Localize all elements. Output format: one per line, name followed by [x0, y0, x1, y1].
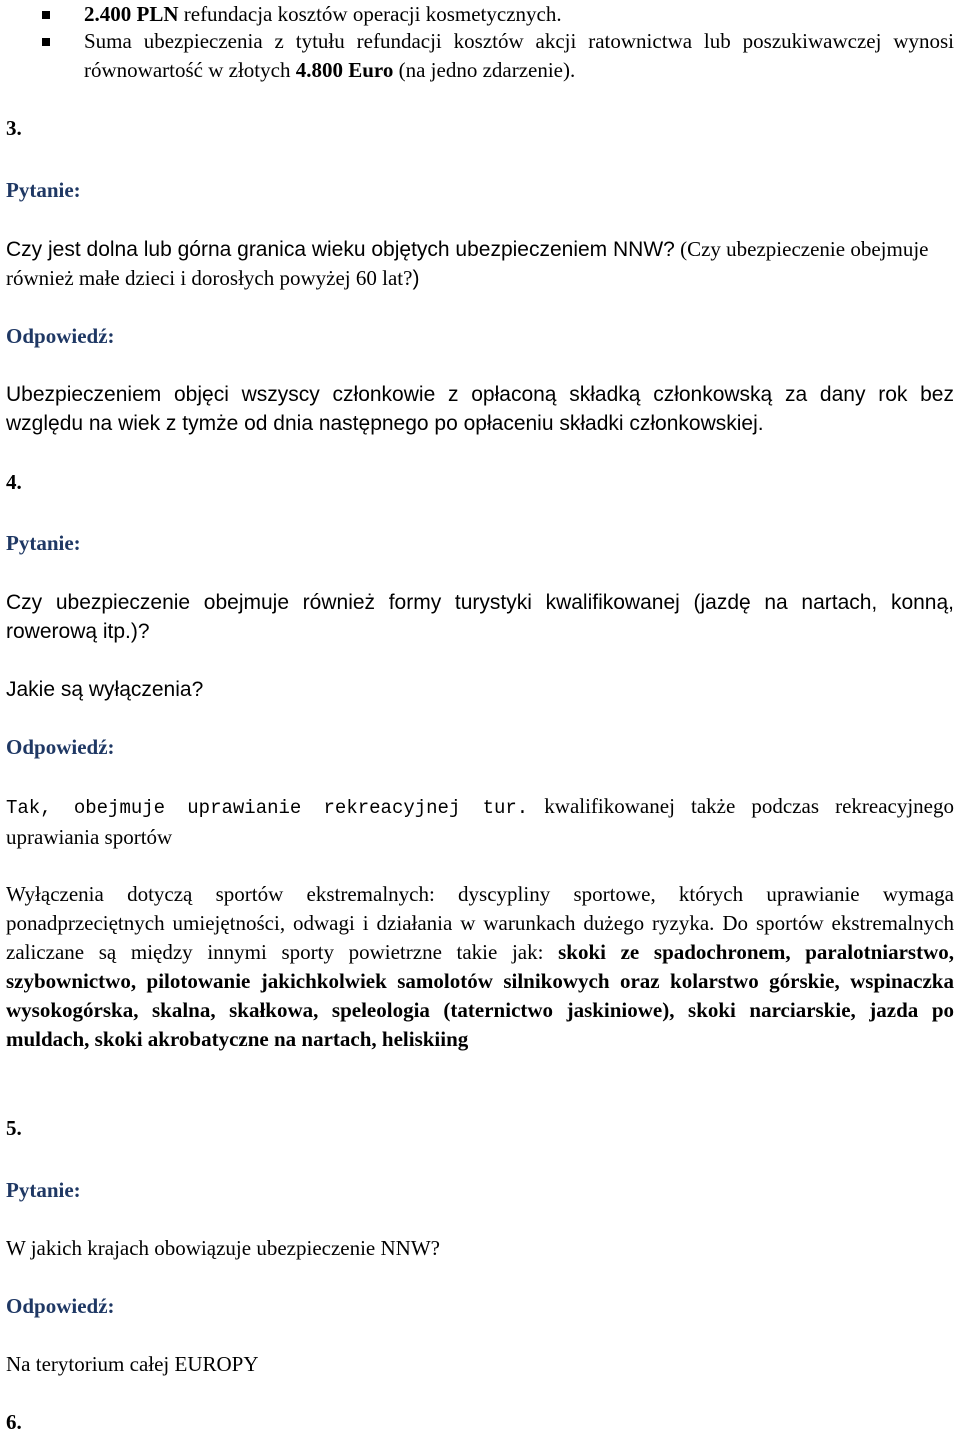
amount-pln: 2.400 PLN	[84, 2, 179, 26]
bullet-item-rescue-sum	[0, 27, 954, 85]
section-number: 6.	[6, 1410, 22, 1434]
answer-label: Odpowiedź:	[6, 324, 115, 348]
section-number: 3.	[6, 116, 22, 140]
bullet-text-end: (na jedno zdarzenie).	[393, 58, 576, 82]
question-text: Czy jest dolna lub górna granica wieku objętych ubezpieczeniem NNW? (Czy ubezpieczenie obejmuje również małe dzieci i dorosłych powyżej 60 lat?)	[6, 237, 929, 290]
question-label: Pytanie:	[6, 178, 81, 202]
exclusions-paragraph: Wyłączenia dotyczą sportów ekstremalnych: dyscypliny sportowe, których uprawianie wymaga ponadprzeciętnych umiejętności, odwagi i działania w warunkach dużego ryzyka. Do sportów ekstremalnych zaliczane są między innymi sporty powietrzne takie jak: skoki ze spadochronem, paralotniarstwo, szybownictwo, pilotowanie jakichkolwiek samolotów silnikowych oraz kolarstwo górskie, wspinaczka wysokogórska, skalna, skałkowa, speleologia (taternictwo jaskiniowe), skoki narciarskie, jazda po muldach, skoki akrobatyczne na nartach, heliskiing	[6, 882, 954, 1051]
answer-label: Odpowiedź:	[6, 735, 115, 759]
answer-text: Na terytorium całej EUROPY	[6, 1352, 259, 1376]
question-label: Pytanie:	[6, 531, 81, 555]
bullet-item-refund	[0, 0, 954, 29]
section-number: 5.	[6, 1116, 22, 1140]
question-text: W jakich krajach obowiązuje ubezpieczenie NNW?	[6, 1236, 440, 1260]
question-label: Pytanie:	[6, 1178, 81, 1202]
bullet-square-icon	[42, 11, 50, 19]
section-number: 4.	[6, 470, 22, 494]
answer-text: Tak, obejmuje uprawianie rekreacyjnej tur. kwalifikowanej także podczas rekreacyjnego uprawiania sportów	[6, 794, 954, 849]
amount-euro: 4.800 Euro	[295, 58, 394, 82]
bullet-text: refundacja kosztów operacji kosmetycznych.	[178, 2, 562, 26]
question-text: Czy ubezpieczenie obejmuje również formy turystyki kwalifikowanej (jazdę na nartach, konną, rowerową itp.)?	[6, 591, 954, 643]
answer-text: Ubezpieczeniem objęci wszyscy członkowie z opłaconą składką członkowską za dany rok bez względu na wiek z tymże od dnia następnego po opłaceniu składki członkowskiej.	[6, 383, 954, 435]
bullet-square-icon	[42, 38, 50, 46]
question-text-exclusions: Jakie są wyłączenia?	[6, 678, 204, 701]
answer-label: Odpowiedź:	[6, 1294, 115, 1318]
bullet-text: Suma ubezpieczenia z tytułu refundacji kosztów akcji ratownictwa lub poszukiwawczej wynosi równowartość w złotych	[84, 29, 954, 82]
